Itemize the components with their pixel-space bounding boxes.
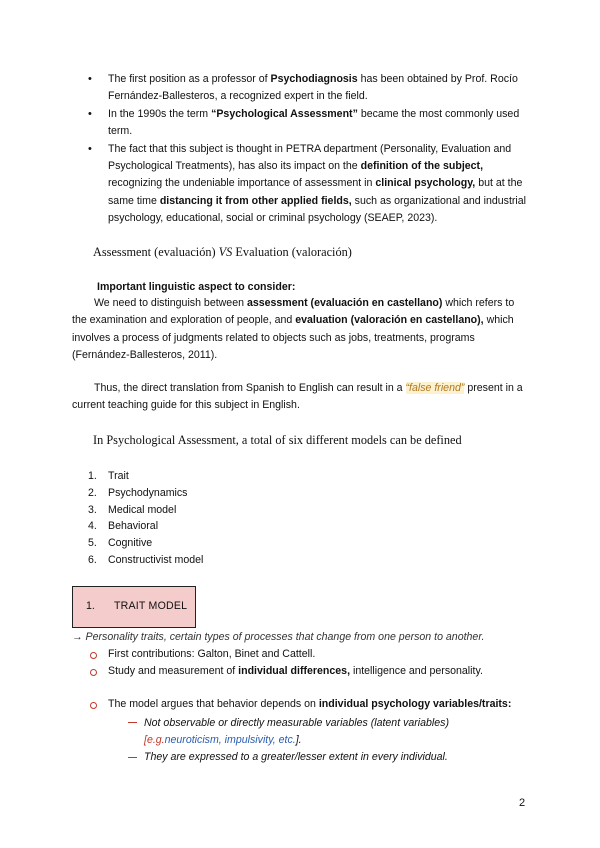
dash-item-expressed: They are expressed to a greater/lesser extent in every individual. — [144, 751, 448, 763]
bold-run: assessment (evaluación en castellano) — [246, 297, 443, 309]
bullet-item — [88, 71, 533, 106]
page-number: 2 — [519, 797, 526, 809]
false-friend-highlight: “false friend” — [405, 382, 465, 394]
assessment-vs-evaluation-heading: Assessment (evaluación) VS Evaluation (valoración) — [93, 245, 352, 259]
bold-run: Psychodiagnosis — [270, 73, 358, 85]
dash-bullet-icon — [128, 722, 137, 723]
list-item: 2. Psychodynamics — [88, 486, 188, 499]
list-item: 5. Cognitive — [88, 537, 153, 550]
text-run: In the 1990s the term — [108, 107, 212, 120]
bold-run: individual differences, — [238, 665, 351, 677]
text-run: which refers to the examination and exploration of people, and — [72, 297, 515, 327]
text-run: Study and measurement of — [108, 665, 239, 677]
circle-bullet-icon — [90, 652, 97, 659]
text-run: The model argues that behavior depends on — [108, 698, 319, 710]
list-item: 6. Constructivist model — [88, 553, 204, 566]
sub-item — [108, 648, 315, 660]
list-item: 4. Behavioral — [88, 520, 159, 533]
bold-run: individual psychology variables/traits: — [318, 698, 512, 710]
circle-bullet-icon — [90, 702, 97, 709]
text-run: We need to distinguish between — [94, 297, 247, 309]
text-run: but at the same time — [108, 177, 523, 207]
text-run: The fact that this subject is thought in PETRA department (Personality, Evaluation and Psychological Treatments), has also its impact on the — [108, 142, 512, 173]
text-run: has been obtained by Prof. Rocío Fernández-Ballesteros, a recognized expert in the field. — [108, 73, 518, 103]
bold-run: “Psychological Assessment” — [211, 107, 358, 120]
bold-run: evaluation (valoración en castellano), — [295, 314, 484, 327]
personality-traits-definition: → Personality traits, certain types of processes that change from one person to another. — [72, 631, 485, 643]
sub-item — [108, 698, 511, 710]
linguistic-aspect-title: Important linguistic aspect to consider: — [97, 281, 296, 293]
list-item: 1. Trait — [88, 470, 129, 482]
intro-bullet-list — [88, 71, 533, 228]
bold-run: definition of the subject, — [360, 160, 484, 173]
trait-model-heading-box: 1. TRAIT MODEL — [72, 586, 196, 628]
text-run: recognizing the undeniable importance of assessment in — [108, 177, 376, 190]
false-friend-paragraph: Thus, the direct translation from Spanish to English can result in a “false friend” present in a current teaching guide for this subject in English. — [72, 382, 523, 412]
linguistic-paragraph-1 — [72, 295, 530, 365]
bullet-item — [88, 141, 533, 228]
bold-run: distancing it from other applied fields, — [159, 194, 352, 207]
models-intro: In Psychological Assessment, a total of six different models can be defined — [93, 433, 462, 447]
models-list — [88, 468, 203, 569]
text-run: such as organizational and industrial psychology, educational, social or criminal psychology (SEAEP, 2023). — [108, 194, 527, 225]
sub-item — [108, 665, 483, 677]
text-run: The first position as a professor of — [108, 73, 271, 85]
text-run: intelligence and personality. — [350, 665, 483, 677]
bold-run: clinical psychology, — [375, 177, 476, 190]
text-run: which involves a process of judgments related to objects such as jobs, treatments, programs (Fernández-Ballesteros, 2011). — [72, 314, 514, 362]
text-run: became the most commonly used term. — [108, 107, 520, 138]
dash-item-latent-variables: Not observable or directly measurable variables (latent variables) [e.g.neuroticism, impulsivity, etc.]. — [144, 717, 450, 747]
bullet-item — [88, 106, 533, 141]
list-item: 3. Medical model — [88, 503, 177, 516]
circle-bullet-icon — [90, 669, 97, 676]
dash-bullet-icon — [128, 757, 137, 758]
text-run: First contributions: Galton, Binet and Cattell. — [108, 648, 316, 660]
